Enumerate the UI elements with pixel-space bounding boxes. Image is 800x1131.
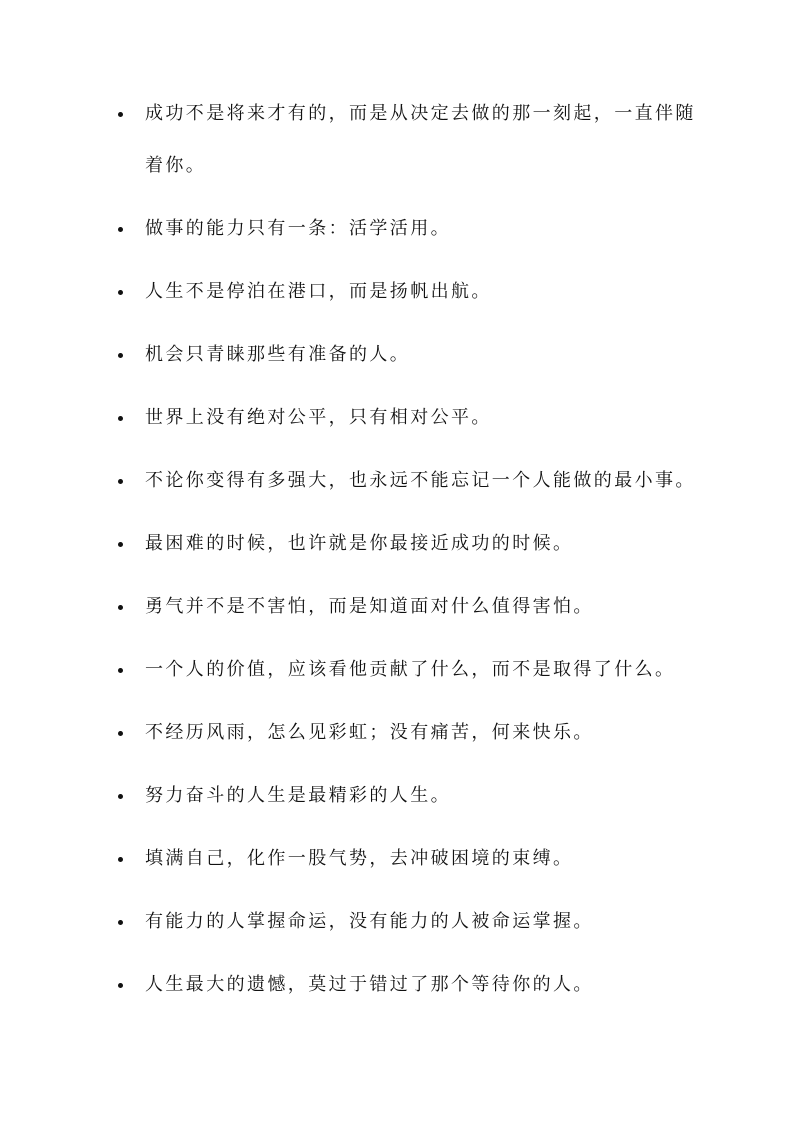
quote-text: 有能力的人掌握命运，没有能力的人被命运掌握。 <box>145 911 594 932</box>
bullet-icon <box>118 112 123 117</box>
bullet-icon <box>118 227 123 232</box>
quote-text: 勇气并不是不害怕，而是知道面对什么值得害怕。 <box>145 596 594 617</box>
quote-text: 人生最大的遗憾，莫过于错过了那个等待你的人。 <box>145 974 594 995</box>
bullet-icon <box>118 353 123 358</box>
bullet-icon <box>118 920 123 925</box>
list-item <box>118 707 698 759</box>
list-item <box>118 392 698 444</box>
bullet-icon <box>118 857 123 862</box>
bullet-icon <box>118 794 123 799</box>
list-item <box>118 644 698 696</box>
bullet-icon <box>118 416 123 421</box>
quote-text: 做事的能力只有一条：活学活用。 <box>145 218 451 239</box>
list-item <box>118 896 698 948</box>
quote-text: 不经历风雨，怎么见彩虹；没有痛苦，何来快乐。 <box>145 722 594 743</box>
quote-text: 世界上没有绝对公平，只有相对公平。 <box>145 407 492 428</box>
list-item <box>118 455 698 507</box>
quote-text: 机会只青睐那些有准备的人。 <box>145 344 411 365</box>
list-item <box>118 959 698 1011</box>
quote-list <box>118 88 698 1022</box>
quote-text: 努力奋斗的人生是最精彩的人生。 <box>145 785 451 806</box>
bullet-icon <box>118 605 123 610</box>
quote-text: 人生不是停泊在港口，而是扬帆出航。 <box>145 281 492 302</box>
quote-text: 最困难的时候，也许就是你最接近成功的时候。 <box>145 533 574 554</box>
bullet-icon <box>118 668 123 673</box>
quote-text: 一个人的价值，应该看他贡献了什么，而不是取得了什么。 <box>145 659 676 680</box>
list-item <box>118 266 698 318</box>
list-item <box>118 518 698 570</box>
bullet-icon <box>118 542 123 547</box>
quote-text: 填满自己，化作一股气势，去冲破困境的束缚。 <box>145 848 574 869</box>
quote-text: 不论你变得有多强大，也永远不能忘记一个人能做的最小事。 <box>145 470 696 491</box>
bullet-icon <box>118 290 123 295</box>
quote-text: 成功不是将来才有的，而是从决定去做的那一刻起，一直伴随着你。 <box>145 103 696 176</box>
bullet-icon <box>118 479 123 484</box>
list-item <box>118 329 698 381</box>
list-item <box>118 581 698 633</box>
list-item <box>118 88 698 192</box>
list-item <box>118 833 698 885</box>
list-item <box>118 770 698 822</box>
bullet-icon <box>118 731 123 736</box>
bullet-icon <box>118 983 123 988</box>
list-item <box>118 203 698 255</box>
